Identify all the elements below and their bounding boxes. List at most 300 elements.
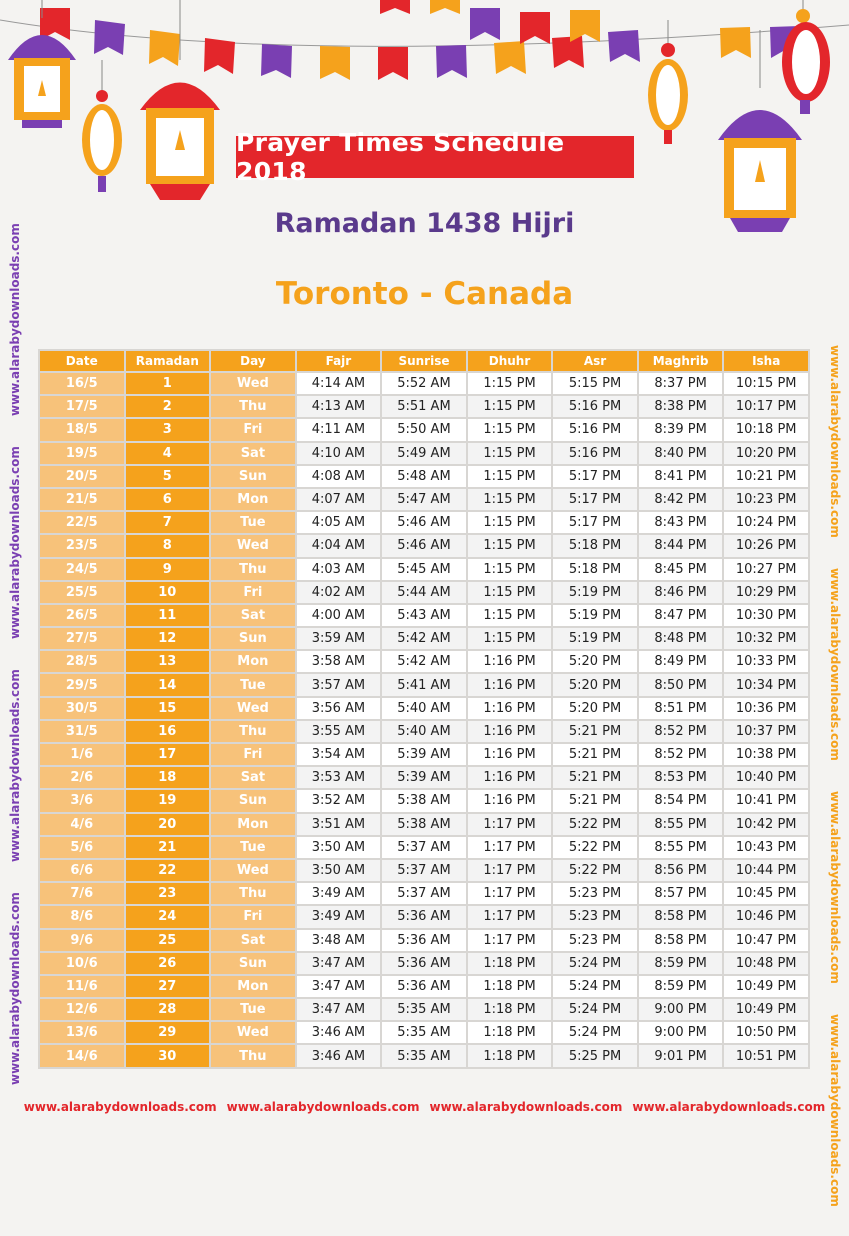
table-row [40, 651, 808, 672]
cell-day: Thu [211, 721, 295, 742]
cell-day: Tue [211, 674, 295, 695]
cell-dhuhr: 1:18 PM [468, 976, 552, 997]
cell-maghrib: 8:57 PM [639, 883, 723, 904]
cell-maghrib: 8:40 PM [639, 443, 723, 464]
cell-dhuhr: 1:17 PM [468, 837, 552, 858]
cell-isha: 10:49 PM [724, 976, 808, 997]
cell-dhuhr: 1:18 PM [468, 1022, 552, 1043]
cell-asr: 5:19 PM [553, 582, 637, 603]
table-row [40, 419, 808, 440]
cell-isha: 10:46 PM [724, 906, 808, 927]
cell-isha: 10:37 PM [724, 721, 808, 742]
cell-day: Thu [211, 396, 295, 417]
cell-dhuhr: 1:15 PM [468, 373, 552, 394]
column-header-fajr: Fajr [297, 351, 381, 371]
cell-dhuhr: 1:15 PM [468, 489, 552, 510]
column-header-date: Date [40, 351, 124, 371]
cell-dhuhr: 1:17 PM [468, 860, 552, 881]
table-row [40, 559, 808, 580]
cell-sunrise: 5:47 AM [382, 489, 466, 510]
cell-sunrise: 5:52 AM [382, 373, 466, 394]
cell-maghrib: 8:58 PM [639, 930, 723, 951]
cell-asr: 5:25 PM [553, 1045, 637, 1066]
cell-asr: 5:23 PM [553, 883, 637, 904]
table-row [40, 790, 808, 811]
cell-day: Thu [211, 1045, 295, 1066]
cell-isha: 10:21 PM [724, 466, 808, 487]
table-row [40, 605, 808, 626]
cell-fajr: 3:47 AM [297, 976, 381, 997]
cell-asr: 5:20 PM [553, 674, 637, 695]
cell-date: 20/5 [40, 466, 124, 487]
cell-date: 19/5 [40, 443, 124, 464]
table-row [40, 906, 808, 927]
cell-ramadan: 1 [126, 373, 210, 394]
cell-dhuhr: 1:15 PM [468, 466, 552, 487]
table-row [40, 999, 808, 1020]
cell-asr: 5:18 PM [553, 559, 637, 580]
cell-asr: 5:21 PM [553, 767, 637, 788]
cell-dhuhr: 1:15 PM [468, 628, 552, 649]
cell-day: Sat [211, 767, 295, 788]
cell-isha: 10:27 PM [724, 559, 808, 580]
cell-sunrise: 5:50 AM [382, 419, 466, 440]
cell-ramadan: 13 [126, 651, 210, 672]
cell-dhuhr: 1:17 PM [468, 906, 552, 927]
cell-sunrise: 5:46 AM [382, 535, 466, 556]
cell-ramadan: 20 [126, 814, 210, 835]
cell-asr: 5:20 PM [553, 651, 637, 672]
cell-isha: 10:43 PM [724, 837, 808, 858]
cell-day: Wed [211, 535, 295, 556]
column-header-maghrib: Maghrib [639, 351, 723, 371]
cell-asr: 5:24 PM [553, 1022, 637, 1043]
cell-asr: 5:15 PM [553, 373, 637, 394]
cell-sunrise: 5:37 AM [382, 837, 466, 858]
cell-day: Sun [211, 953, 295, 974]
cell-dhuhr: 1:16 PM [468, 698, 552, 719]
cell-date: 14/6 [40, 1045, 124, 1066]
cell-fajr: 3:50 AM [297, 860, 381, 881]
cell-fajr: 3:59 AM [297, 628, 381, 649]
cell-fajr: 3:49 AM [297, 906, 381, 927]
cell-day: Mon [211, 976, 295, 997]
cell-fajr: 3:46 AM [297, 1045, 381, 1066]
cell-ramadan: 29 [126, 1022, 210, 1043]
cell-ramadan: 25 [126, 930, 210, 951]
cell-date: 29/5 [40, 674, 124, 695]
cell-fajr: 3:51 AM [297, 814, 381, 835]
cell-day: Fri [211, 582, 295, 603]
cell-maghrib: 8:59 PM [639, 953, 723, 974]
cell-dhuhr: 1:17 PM [468, 814, 552, 835]
cell-date: 30/5 [40, 698, 124, 719]
cell-maghrib: 8:39 PM [639, 419, 723, 440]
table-row [40, 1045, 808, 1066]
cell-isha: 10:47 PM [724, 930, 808, 951]
cell-day: Thu [211, 559, 295, 580]
table-row [40, 721, 808, 742]
cell-sunrise: 5:48 AM [382, 466, 466, 487]
cell-ramadan: 7 [126, 512, 210, 533]
cell-day: Sun [211, 466, 295, 487]
cell-asr: 5:20 PM [553, 698, 637, 719]
table-row [40, 373, 808, 394]
cell-isha: 10:49 PM [724, 999, 808, 1020]
cell-asr: 5:21 PM [553, 744, 637, 765]
cell-day: Wed [211, 698, 295, 719]
column-header-day: Day [211, 351, 295, 371]
cell-asr: 5:21 PM [553, 790, 637, 811]
cell-sunrise: 5:37 AM [382, 883, 466, 904]
table-row [40, 1022, 808, 1043]
cell-isha: 10:32 PM [724, 628, 808, 649]
cell-date: 1/6 [40, 744, 124, 765]
cell-isha: 10:18 PM [724, 419, 808, 440]
cell-dhuhr: 1:17 PM [468, 883, 552, 904]
cell-isha: 10:44 PM [724, 860, 808, 881]
cell-dhuhr: 1:18 PM [468, 999, 552, 1020]
cell-fajr: 3:48 AM [297, 930, 381, 951]
footer-watermark: www.alarabydownloads.com www.alarabydownloads.com www.alarabydownloads.com www.alarabydownloads.com [23, 1100, 826, 1114]
cell-fajr: 4:11 AM [297, 419, 381, 440]
table-row [40, 466, 808, 487]
cell-day: Sat [211, 930, 295, 951]
table-header-row [40, 351, 808, 371]
table-row [40, 674, 808, 695]
cell-fajr: 3:56 AM [297, 698, 381, 719]
table-row [40, 628, 808, 649]
cell-fajr: 3:53 AM [297, 767, 381, 788]
page-title: Prayer Times Schedule 2018 [236, 136, 634, 178]
cell-fajr: 3:47 AM [297, 953, 381, 974]
table-row [40, 744, 808, 765]
cell-date: 17/5 [40, 396, 124, 417]
cell-dhuhr: 1:15 PM [468, 535, 552, 556]
cell-dhuhr: 1:15 PM [468, 419, 552, 440]
cell-dhuhr: 1:18 PM [468, 1045, 552, 1066]
cell-day: Mon [211, 489, 295, 510]
table-row [40, 512, 808, 533]
location: Toronto - Canada [275, 276, 574, 312]
cell-day: Sun [211, 628, 295, 649]
cell-day: Sun [211, 790, 295, 811]
cell-sunrise: 5:41 AM [382, 674, 466, 695]
cell-asr: 5:17 PM [553, 466, 637, 487]
cell-maghrib: 8:41 PM [639, 466, 723, 487]
column-header-ramadan: Ramadan [126, 351, 210, 371]
cell-ramadan: 28 [126, 999, 210, 1020]
cell-sunrise: 5:38 AM [382, 814, 466, 835]
cell-day: Mon [211, 651, 295, 672]
cell-fajr: 4:00 AM [297, 605, 381, 626]
cell-sunrise: 5:39 AM [382, 767, 466, 788]
cell-maghrib: 8:38 PM [639, 396, 723, 417]
cell-day: Fri [211, 744, 295, 765]
cell-ramadan: 24 [126, 906, 210, 927]
cell-date: 24/5 [40, 559, 124, 580]
cell-date: 13/6 [40, 1022, 124, 1043]
cell-fajr: 3:55 AM [297, 721, 381, 742]
cell-fajr: 4:07 AM [297, 489, 381, 510]
cell-sunrise: 5:39 AM [382, 744, 466, 765]
cell-sunrise: 5:42 AM [382, 651, 466, 672]
cell-sunrise: 5:38 AM [382, 790, 466, 811]
cell-ramadan: 22 [126, 860, 210, 881]
watermark-right: www.alarabydownloads.comwww.alarabydownloads.comwww.alarabydownloads.comwww.alarabydownloads.com [828, 345, 842, 1207]
cell-maghrib: 8:51 PM [639, 698, 723, 719]
cell-isha: 10:51 PM [724, 1045, 808, 1066]
cell-date: 26/5 [40, 605, 124, 626]
cell-ramadan: 10 [126, 582, 210, 603]
cell-maghrib: 8:50 PM [639, 674, 723, 695]
cell-asr: 5:16 PM [553, 396, 637, 417]
cell-date: 25/5 [40, 582, 124, 603]
cell-date: 7/6 [40, 883, 124, 904]
cell-date: 18/5 [40, 419, 124, 440]
bunting-flags-icon [40, 0, 800, 80]
cell-date: 3/6 [40, 790, 124, 811]
cell-fajr: 4:14 AM [297, 373, 381, 394]
column-header-sunrise: Sunrise [382, 351, 466, 371]
cell-isha: 10:34 PM [724, 674, 808, 695]
cell-fajr: 4:04 AM [297, 535, 381, 556]
cell-date: 4/6 [40, 814, 124, 835]
cell-maghrib: 8:44 PM [639, 535, 723, 556]
cell-ramadan: 2 [126, 396, 210, 417]
cell-ramadan: 19 [126, 790, 210, 811]
cell-sunrise: 5:36 AM [382, 976, 466, 997]
cell-sunrise: 5:35 AM [382, 1045, 466, 1066]
cell-isha: 10:20 PM [724, 443, 808, 464]
table-row [40, 953, 808, 974]
cell-ramadan: 3 [126, 419, 210, 440]
cell-dhuhr: 1:16 PM [468, 674, 552, 695]
cell-date: 27/5 [40, 628, 124, 649]
cell-maghrib: 8:42 PM [639, 489, 723, 510]
cell-day: Wed [211, 1022, 295, 1043]
cell-maghrib: 8:45 PM [639, 559, 723, 580]
cell-date: 6/6 [40, 860, 124, 881]
table-row [40, 698, 808, 719]
cell-dhuhr: 1:16 PM [468, 767, 552, 788]
cell-fajr: 3:46 AM [297, 1022, 381, 1043]
cell-ramadan: 16 [126, 721, 210, 742]
cell-fajr: 3:54 AM [297, 744, 381, 765]
cell-ramadan: 12 [126, 628, 210, 649]
cell-date: 11/6 [40, 976, 124, 997]
cell-date: 12/6 [40, 999, 124, 1020]
cell-ramadan: 5 [126, 466, 210, 487]
cell-maghrib: 8:54 PM [639, 790, 723, 811]
cell-day: Mon [211, 814, 295, 835]
cell-isha: 10:30 PM [724, 605, 808, 626]
cell-ramadan: 18 [126, 767, 210, 788]
cell-maghrib: 8:43 PM [639, 512, 723, 533]
cell-isha: 10:24 PM [724, 512, 808, 533]
cell-isha: 10:42 PM [724, 814, 808, 835]
cell-fajr: 3:47 AM [297, 999, 381, 1020]
cell-isha: 10:23 PM [724, 489, 808, 510]
cell-sunrise: 5:46 AM [382, 512, 466, 533]
cell-isha: 10:15 PM [724, 373, 808, 394]
cell-dhuhr: 1:15 PM [468, 559, 552, 580]
cell-maghrib: 8:55 PM [639, 814, 723, 835]
cell-ramadan: 6 [126, 489, 210, 510]
cell-maghrib: 8:53 PM [639, 767, 723, 788]
cell-isha: 10:33 PM [724, 651, 808, 672]
cell-day: Sat [211, 605, 295, 626]
cell-dhuhr: 1:15 PM [468, 443, 552, 464]
cell-asr: 5:16 PM [553, 443, 637, 464]
cell-isha: 10:38 PM [724, 744, 808, 765]
table-row [40, 976, 808, 997]
cell-maghrib: 8:52 PM [639, 721, 723, 742]
watermark-left: www.alarabydownloads.comwww.alarabydownloads.comwww.alarabydownloads.comwww.alarabydownloads.com [8, 223, 22, 1085]
table-row [40, 489, 808, 510]
cell-sunrise: 5:45 AM [382, 559, 466, 580]
cell-fajr: 3:52 AM [297, 790, 381, 811]
cell-asr: 5:24 PM [553, 976, 637, 997]
table-row [40, 837, 808, 858]
cell-ramadan: 14 [126, 674, 210, 695]
cell-isha: 10:50 PM [724, 1022, 808, 1043]
cell-maghrib: 8:58 PM [639, 906, 723, 927]
cell-maghrib: 8:37 PM [639, 373, 723, 394]
cell-day: Tue [211, 837, 295, 858]
cell-date: 31/5 [40, 721, 124, 742]
cell-sunrise: 5:35 AM [382, 999, 466, 1020]
cell-ramadan: 21 [126, 837, 210, 858]
cell-fajr: 3:50 AM [297, 837, 381, 858]
cell-sunrise: 5:40 AM [382, 698, 466, 719]
cell-ramadan: 11 [126, 605, 210, 626]
cell-asr: 5:23 PM [553, 930, 637, 951]
cell-date: 8/6 [40, 906, 124, 927]
cell-ramadan: 15 [126, 698, 210, 719]
cell-asr: 5:16 PM [553, 419, 637, 440]
table-row [40, 883, 808, 904]
cell-maghrib: 8:52 PM [639, 744, 723, 765]
cell-dhuhr: 1:15 PM [468, 396, 552, 417]
cell-date: 5/6 [40, 837, 124, 858]
cell-isha: 10:36 PM [724, 698, 808, 719]
table-row [40, 582, 808, 603]
cell-date: 23/5 [40, 535, 124, 556]
cell-dhuhr: 1:16 PM [468, 651, 552, 672]
table-row [40, 860, 808, 881]
cell-asr: 5:17 PM [553, 512, 637, 533]
table-row [40, 535, 808, 556]
cell-maghrib: 8:49 PM [639, 651, 723, 672]
cell-maghrib: 8:47 PM [639, 605, 723, 626]
cell-sunrise: 5:36 AM [382, 930, 466, 951]
cell-date: 28/5 [40, 651, 124, 672]
cell-sunrise: 5:51 AM [382, 396, 466, 417]
cell-sunrise: 5:49 AM [382, 443, 466, 464]
table-row [40, 396, 808, 417]
cell-day: Sat [211, 443, 295, 464]
cell-ramadan: 17 [126, 744, 210, 765]
cell-day: Fri [211, 906, 295, 927]
cell-isha: 10:29 PM [724, 582, 808, 603]
cell-maghrib: 8:55 PM [639, 837, 723, 858]
cell-maghrib: 8:59 PM [639, 976, 723, 997]
cell-fajr: 4:03 AM [297, 559, 381, 580]
cell-date: 10/6 [40, 953, 124, 974]
cell-asr: 5:19 PM [553, 628, 637, 649]
cell-day: Tue [211, 512, 295, 533]
cell-ramadan: 30 [126, 1045, 210, 1066]
cell-sunrise: 5:40 AM [382, 721, 466, 742]
cell-asr: 5:23 PM [553, 906, 637, 927]
cell-asr: 5:17 PM [553, 489, 637, 510]
column-header-isha: Isha [724, 351, 808, 371]
cell-day: Wed [211, 373, 295, 394]
table-row [40, 814, 808, 835]
cell-day: Fri [211, 419, 295, 440]
cell-date: 22/5 [40, 512, 124, 533]
column-header-dhuhr: Dhuhr [468, 351, 552, 371]
cell-asr: 5:22 PM [553, 814, 637, 835]
cell-day: Thu [211, 883, 295, 904]
cell-maghrib: 8:46 PM [639, 582, 723, 603]
cell-isha: 10:45 PM [724, 883, 808, 904]
table-row [40, 767, 808, 788]
cell-sunrise: 5:35 AM [382, 1022, 466, 1043]
cell-fajr: 4:05 AM [297, 512, 381, 533]
cell-date: 9/6 [40, 930, 124, 951]
cell-sunrise: 5:42 AM [382, 628, 466, 649]
cell-date: 2/6 [40, 767, 124, 788]
cell-sunrise: 5:36 AM [382, 906, 466, 927]
cell-ramadan: 27 [126, 976, 210, 997]
cell-isha: 10:17 PM [724, 396, 808, 417]
cell-sunrise: 5:44 AM [382, 582, 466, 603]
cell-maghrib: 8:56 PM [639, 860, 723, 881]
cell-asr: 5:19 PM [553, 605, 637, 626]
cell-asr: 5:24 PM [553, 953, 637, 974]
cell-dhuhr: 1:18 PM [468, 953, 552, 974]
table-row [40, 443, 808, 464]
cell-fajr: 4:10 AM [297, 443, 381, 464]
cell-day: Wed [211, 860, 295, 881]
cell-ramadan: 8 [126, 535, 210, 556]
prayer-times-table [38, 349, 810, 1069]
cell-sunrise: 5:37 AM [382, 860, 466, 881]
cell-fajr: 4:02 AM [297, 582, 381, 603]
cell-ramadan: 23 [126, 883, 210, 904]
cell-sunrise: 5:36 AM [382, 953, 466, 974]
cell-isha: 10:40 PM [724, 767, 808, 788]
cell-dhuhr: 1:15 PM [468, 605, 552, 626]
cell-dhuhr: 1:15 PM [468, 512, 552, 533]
cell-asr: 5:21 PM [553, 721, 637, 742]
cell-maghrib: 8:48 PM [639, 628, 723, 649]
cell-dhuhr: 1:17 PM [468, 930, 552, 951]
cell-isha: 10:48 PM [724, 953, 808, 974]
cell-maghrib: 9:00 PM [639, 999, 723, 1020]
cell-fajr: 3:58 AM [297, 651, 381, 672]
cell-day: Tue [211, 999, 295, 1020]
cell-fajr: 3:57 AM [297, 674, 381, 695]
cell-ramadan: 26 [126, 953, 210, 974]
cell-dhuhr: 1:16 PM [468, 744, 552, 765]
cell-maghrib: 9:00 PM [639, 1022, 723, 1043]
table-row [40, 930, 808, 951]
cell-isha: 10:41 PM [724, 790, 808, 811]
cell-dhuhr: 1:15 PM [468, 582, 552, 603]
